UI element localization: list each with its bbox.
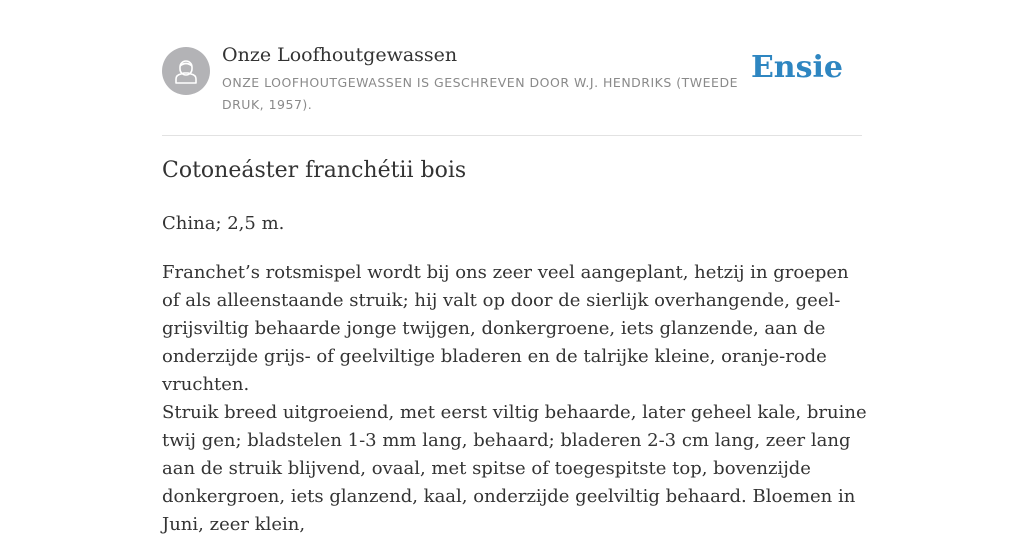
book-subtitle: ONZE LOOFHOUTGEWASSEN IS GESCHREVEN DOOR W.J. HENDRIKS (TWEEDE DRUK, 1957). — [222, 75, 738, 112]
entry-title: Cotoneáster franchétii bois — [162, 158, 467, 183]
entry-paragraph: Franchet’s rotsmispel wordt bij ons zeer veel aangeplant, hetzij in groepen of als alleenstaande struik; hij valt op door de sierlijk overhangende, geel-grijsviltig behaarde jonge twijgen, donkergroene, iets glanzende, aan de onderzijde grijs- of geelviltige bladeren en de talrijke kleine, oranje-rode vruchten. — [162, 262, 849, 395]
entry-paragraph: Struik breed uitgroeiend, met eerst viltig behaarde, later geheel kale, bruine twij gen; bladstelen 1-3 mm lang, behaard; bladeren 2-3 cm lang, zeer lang aan de struik blijvend, ovaal, met spitse of toegespitste top, bovenzijde donkergroen, iets glanzend, kaal, onderzijde geelviltig behaard. Bloemen in Juni, zeer klein, — [162, 402, 867, 535]
header — [162, 0, 862, 136]
avatar — [162, 47, 210, 95]
ensie-logo[interactable]: Ensie — [750, 50, 843, 85]
entry-origin: China; 2,5 m. — [162, 213, 285, 234]
book-title[interactable]: Onze Loofhoutgewassen — [222, 44, 458, 66]
person-icon — [162, 47, 210, 95]
page — [162, 0, 867, 535]
